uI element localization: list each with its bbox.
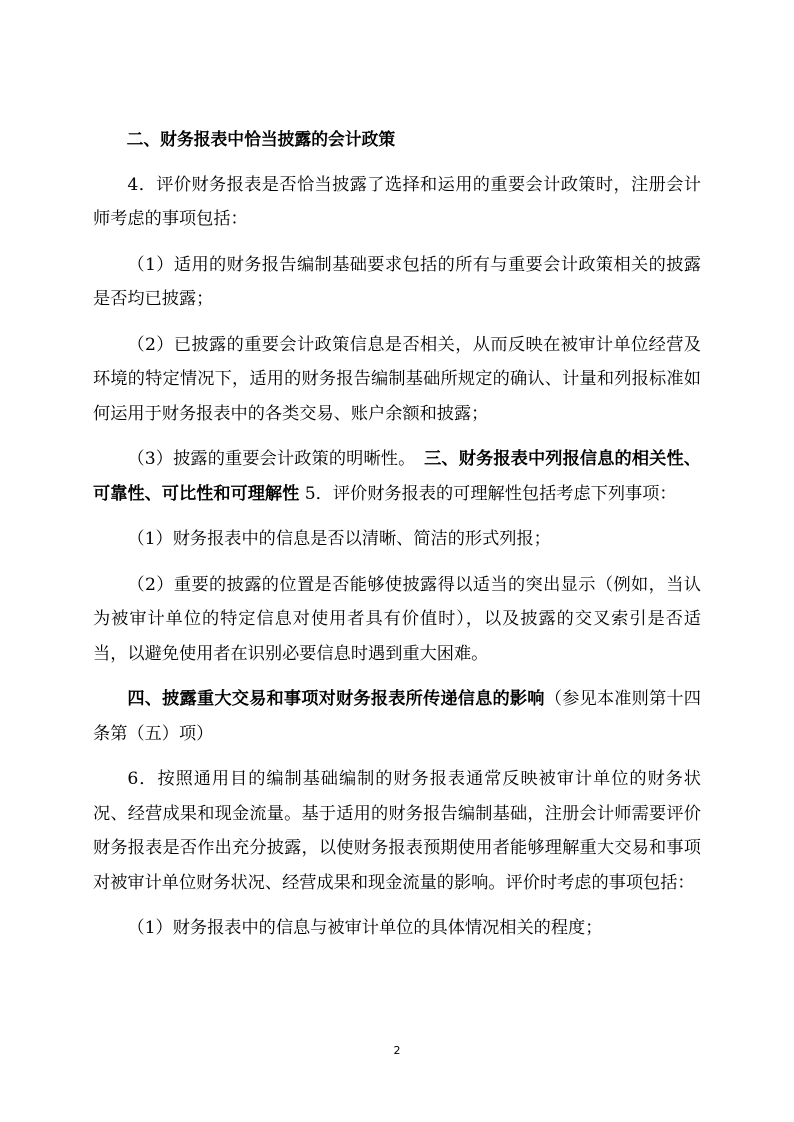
section-4-heading-block [93, 682, 701, 751]
paragraph-6: 6．按照通用目的编制基础编制的财务报表通常反映被审计单位的财务状况、经营成果和现金流量。基于适用的财务报告编制基础，注册会计师需要评价财务报表是否作出充分披露，以使财务报表预期使用者能够理解重大交易和事项对被审计单位财务状况、经营成果和现金流量的影响。评价时考虑的事项包括： [93, 769, 701, 893]
section-4-heading-reference: （参见本准则第十四条第（五）项） [93, 689, 701, 744]
page-number: 2 [393, 1044, 401, 1057]
paragraph-5-item-1: （1）财务报表中的信息是否以清晰、简洁的形式列报； [127, 529, 551, 549]
paragraph-5: 5．评价财务报表的可理解性包括考虑下列事项： [304, 483, 677, 504]
paragraph-5-item-2: （2）重要的披露的位置是否能够使披露得以适当的突出显示（例如，当认为被审计单位的特定信息对使用者具有价值时），以及披露的交叉索引是否适当，以避免使用者在识别必要信息时遇到重大困难。 [93, 574, 701, 664]
paragraph-6-item-1: （1）财务报表中的信息与被审计单位的具体情况相关的程度； [127, 918, 603, 938]
paragraph-4-item-3-block [93, 442, 701, 511]
section-3-heading: 三、财务报表中列报信息的相关性、可靠性、可比性和可理解性 [93, 449, 701, 504]
paragraph-4: 4．评价财务报表是否恰当披露了选择和运用的重要会计政策时，注册会计师考虑的事项包括： [93, 174, 701, 229]
page-body [93, 122, 701, 957]
section-4-heading: 四、披露重大交易和事项对财务报表所传递信息的影响 [127, 689, 545, 709]
paragraph-4-item-3: （3）披露的重要会计政策的明晰性。 [127, 449, 407, 469]
section-2-heading: 二、财务报表中恰当披露的会计政策 [126, 129, 396, 149]
paragraph-4-item-1: （1）适用的财务报告编制基础要求包括的所有与重要会计政策相关的披露是否均已披露； [93, 254, 701, 309]
paragraph-4-item-2: （2）已披露的重要会计政策信息是否相关，从而反映在被审计单位经营及环境的特定情况下，适用的财务报告编制基础所规定的确认、计量和列报标准如何运用于财务报表中的各类交易、账户余额和披露； [93, 334, 701, 424]
